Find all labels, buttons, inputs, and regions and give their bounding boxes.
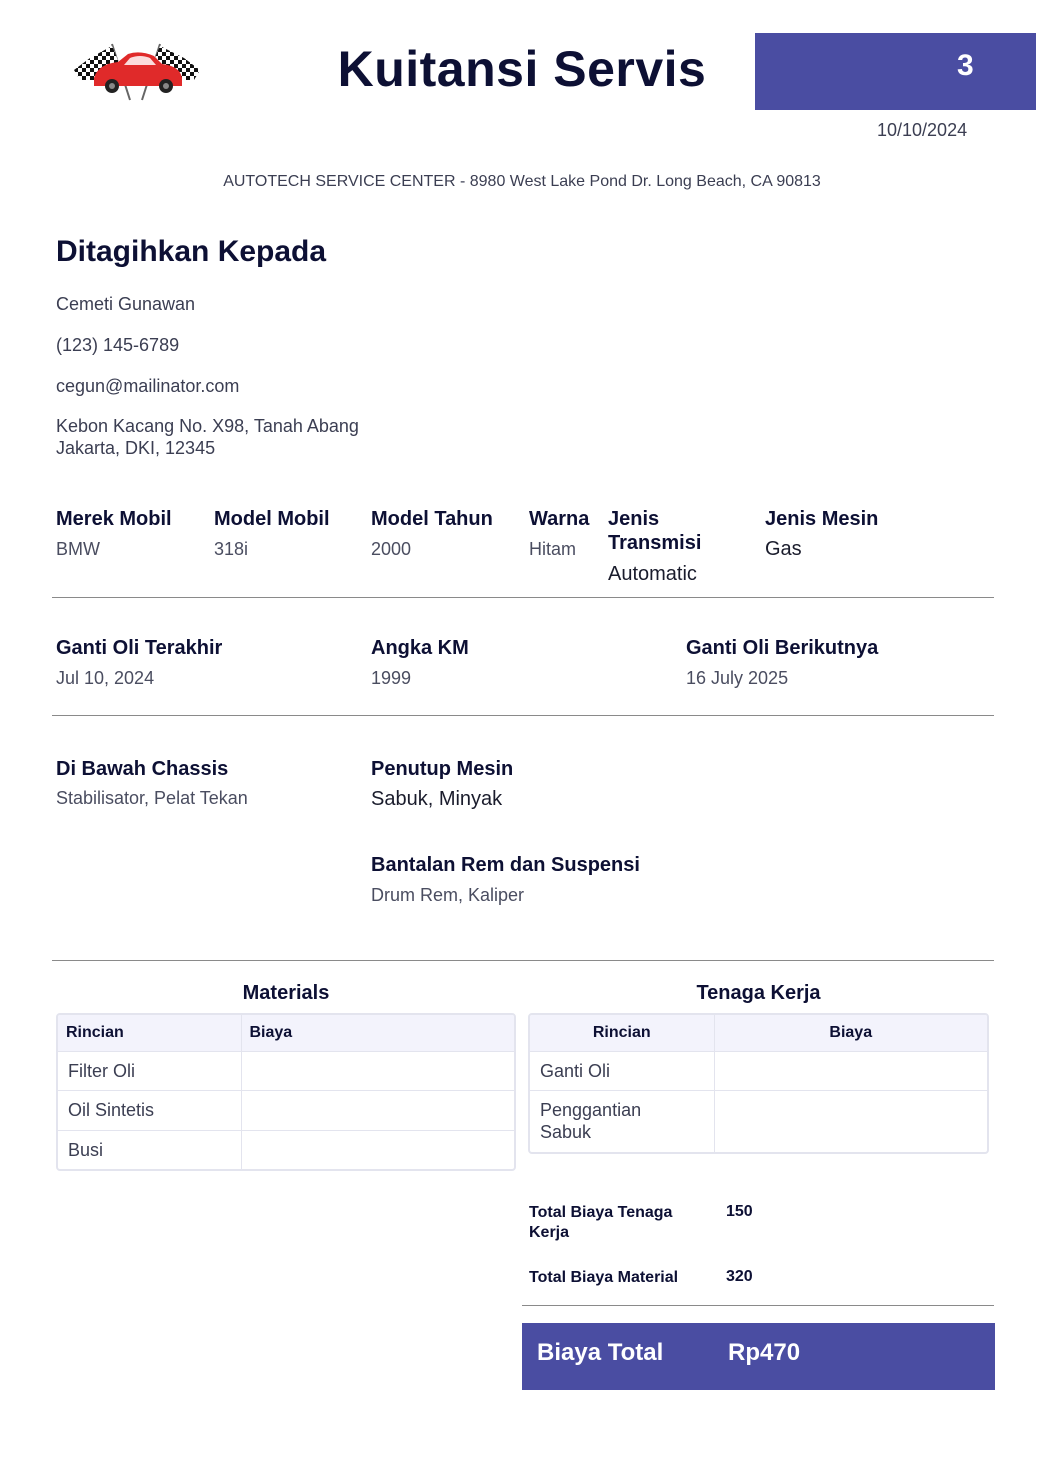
car-model-value: 318i	[214, 539, 249, 559]
divider	[522, 1305, 994, 1306]
table-row	[58, 1051, 514, 1090]
labor-col-item: Rincian	[530, 1015, 714, 1051]
material-item: Oil Sintetis	[58, 1090, 241, 1130]
materials-table	[56, 1013, 516, 1171]
labor-table	[528, 1013, 989, 1154]
labor-cost	[714, 1051, 987, 1090]
odometer-label: Angka KM	[371, 637, 469, 659]
divider	[52, 597, 994, 598]
total-material-value: 320	[726, 1268, 753, 1285]
customer-phone: (123) 145-6789	[56, 335, 180, 355]
customer-email: cegun@mailinator.com	[56, 376, 240, 396]
odometer-value: 1999	[371, 668, 412, 688]
page-title: Kuitansi Servis	[337, 41, 707, 97]
table-row	[530, 1051, 987, 1090]
material-item: Filter Oli	[58, 1051, 241, 1090]
labor-col-cost: Biaya	[714, 1015, 987, 1051]
chassis-label: Di Bawah Chassis	[56, 758, 229, 780]
car-year-value: 2000	[371, 539, 412, 559]
grand-total-bar	[522, 1323, 995, 1390]
customer-address-line2: Jakarta, DKI, 12345	[56, 438, 216, 458]
divider	[52, 715, 994, 716]
labor-item: Penggantian Sabuk	[530, 1090, 714, 1152]
transmission-label-line2: Transmisi	[608, 532, 702, 554]
car-color-label: Warna	[529, 508, 590, 530]
company-address: AUTOTECH SERVICE CENTER - 8980 West Lake Pond Dr. Long Beach, CA 90813	[223, 173, 821, 190]
labor-heading: Tenaga Kerja	[696, 982, 821, 1004]
labor-item: Ganti Oli	[530, 1051, 714, 1090]
chassis-value: Stabilisator, Pelat Tekan	[56, 788, 248, 808]
customer-address-line1: Kebon Kacang No. X98, Tanah Abang	[56, 416, 359, 436]
engine-type-label: Jenis Mesin	[765, 508, 879, 530]
divider	[52, 960, 994, 961]
materials-col-item: Rincian	[58, 1015, 241, 1051]
receipt-number-badge	[755, 33, 1036, 110]
car-make-label: Merek Mobil	[56, 508, 172, 530]
table-row	[530, 1090, 987, 1152]
receipt-date: 10/10/2024	[877, 120, 968, 140]
hood-label: Penutup Mesin	[371, 758, 514, 780]
material-cost	[241, 1090, 514, 1130]
table-row	[58, 1130, 514, 1169]
transmission-label-line1: Jenis	[608, 508, 660, 530]
grand-total-value: Rp470	[728, 1339, 801, 1366]
labor-cost	[714, 1090, 987, 1152]
receipt-number: 3	[957, 49, 974, 82]
engine-type-value: Gas	[765, 538, 802, 560]
car-year-label: Model Tahun	[371, 508, 493, 530]
materials-col-cost: Biaya	[241, 1015, 514, 1051]
car-model-label: Model Mobil	[214, 508, 330, 530]
last-oil-change-value: Jul 10, 2024	[56, 668, 155, 688]
brakes-label: Bantalan Rem dan Suspensi	[371, 854, 640, 876]
transmission-value: Automatic	[608, 563, 697, 585]
next-oil-change-label: Ganti Oli Berikutnya	[686, 637, 879, 659]
grand-total-label: Biaya Total	[537, 1339, 664, 1366]
car-make-value: BMW	[56, 539, 100, 559]
car-color-value: Hitam	[529, 539, 577, 559]
brakes-value: Drum Rem, Kaliper	[371, 885, 525, 905]
total-material-label: Total Biaya Material	[529, 1269, 679, 1286]
material-cost	[241, 1051, 514, 1090]
next-oil-change-value: 16 July 2025	[686, 668, 789, 688]
materials-heading: Materials	[242, 982, 330, 1004]
material-item: Busi	[58, 1130, 241, 1169]
table-row	[58, 1090, 514, 1130]
last-oil-change-label: Ganti Oli Terakhir	[56, 637, 223, 659]
bill-to-heading: Ditagihkan Kepada	[56, 235, 327, 268]
total-labor-label: Total Biaya Tenaga Kerja	[529, 1204, 673, 1241]
total-labor-value: 150	[726, 1203, 753, 1220]
customer-name: Cemeti Gunawan	[56, 294, 196, 314]
material-cost	[241, 1130, 514, 1169]
hood-value: Sabuk, Minyak	[371, 788, 503, 810]
